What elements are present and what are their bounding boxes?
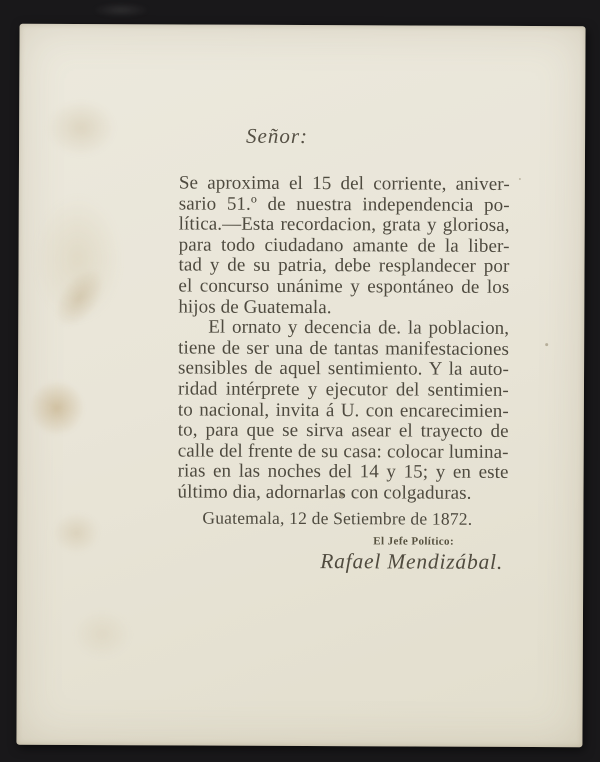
text-line: Se aproxima el 15 del corriente, aniver- [178, 172, 510, 195]
document-body [177, 173, 509, 504]
paper-stain [28, 379, 86, 437]
text-line: to nacional, invita á U. con encarecimien- [177, 398, 509, 422]
paper-stain [46, 99, 116, 157]
text-line: sensibles de aquel sentimiento. Y la auto- [178, 357, 510, 381]
text-line: último dia, adornarlas con colgaduras. [177, 481, 472, 504]
ink-speck [519, 178, 521, 180]
text-line: lítica.—Esta recordacion, grata y gloriosa, [178, 213, 510, 237]
document-paper [16, 24, 585, 747]
signature-name: Rafael Mendizábal. [320, 549, 504, 574]
text-line: tiene de ser una de tantas manifestaciones [178, 337, 510, 360]
salutation: Señor: [246, 123, 309, 149]
signature-title: El Jefe Político: [373, 535, 455, 548]
text-line: el concurso unánime y espontáneo de los [178, 275, 510, 298]
background-smudge [92, 3, 150, 17]
paper-stain [32, 194, 123, 324]
text-line: sario 51.º de nuestra independencia po- [178, 193, 510, 216]
text-line: hijos de Guatemala. [178, 296, 332, 318]
text-line: ridad intérprete y ejecutor del sentimien- [177, 378, 509, 401]
text-line: calle del frente de su casa: colocar lumina- [177, 440, 509, 463]
ink-speck [545, 343, 548, 346]
text-line: para todo ciudadano amante de la liber- [178, 234, 510, 257]
text-line: El ornato y decencia de. la poblacion, [208, 316, 510, 340]
paper-stain [41, 257, 117, 340]
dateline: Guatemala, 12 de Setiembre de 1872. [202, 507, 473, 529]
paper-stain [52, 512, 100, 554]
paper-stain [72, 609, 132, 659]
text-line: tad y de su patria, debe resplandecer por [178, 254, 510, 278]
text-line: to, para que se sirva asear el trayecto de [177, 419, 509, 443]
text-line: rias en las noches del 14 y 15; y en este [177, 460, 509, 484]
